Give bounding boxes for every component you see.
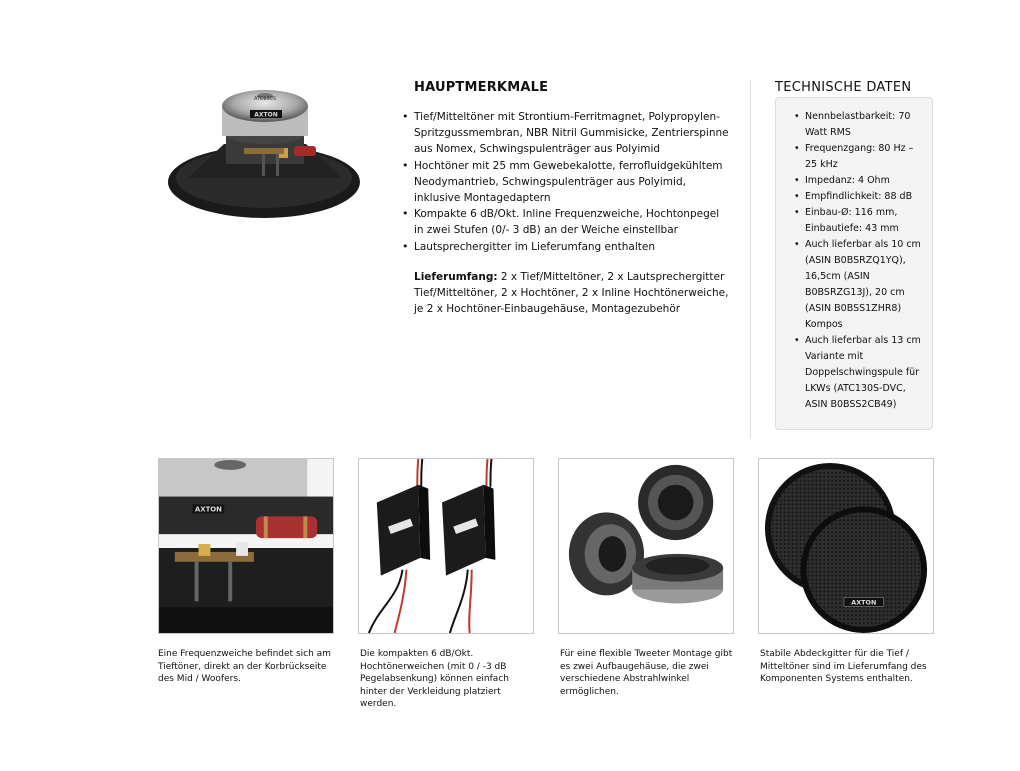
speaker-grilles-image: [759, 459, 933, 633]
features-section: [414, 80, 730, 317]
tech-specs-box: [775, 97, 933, 430]
gallery-tile-inline-crossover[interactable]: [358, 458, 534, 634]
gallery-caption: Die kompakten 6 dB/Okt. Hochtönerweichen (mit 0 / -3 dB Pegelabsenkung) können einfach hinter der Verkleidung platziert werden.: [360, 649, 509, 710]
gallery-caption: Für eine flexible Tweeter Montage gibt es zwei Aufbaugehäuse, die zwei verschiedene Abstrahlwinkel ermöglichen.: [560, 649, 733, 697]
tech-heading: TECHNISCHE DATEN: [775, 80, 912, 95]
spec-item: • Nennbelastbarkeit: 70 Watt RMS: [805, 109, 924, 141]
features-heading: HAUPTMERKMALE: [414, 80, 549, 95]
product-main-image[interactable]: [166, 86, 366, 220]
spec-item: • Empfindlichkeit: 88 dB: [805, 189, 924, 205]
feature-item: • Kompakte 6 dB/Okt. Inline Frequenzweiche, Hochtonpegel in zwei Stufen (0/- 3 dB) an der Weiche einstellbar: [414, 206, 730, 238]
delivery-label: Lieferumfang:: [414, 270, 498, 283]
spec-item: • Frequenzgang: 80 Hz – 25 kHz: [805, 141, 924, 173]
delivery-scope: [414, 269, 730, 318]
gallery-tile-woofer-crossover[interactable]: [158, 458, 334, 634]
gallery-caption: Eine Frequenzweiche befindet sich am Tieftöner, direkt an der Korbrückseite des Mid / Woofers.: [158, 649, 331, 685]
tweeter-housings-image: [559, 459, 733, 633]
features-list: [414, 109, 730, 255]
spec-item: • Auch lieferbar als 13 cm Variante mit Doppelschwingspule für LKWs (ATC130S-DVC, ASIN B0BSS2CB49): [805, 333, 924, 413]
svg-text:AXTON: AXTON: [851, 598, 877, 607]
gallery-tile-speaker-grilles[interactable]: [758, 458, 934, 634]
feature-item: • Hochtöner mit 25 mm Gewebekalotte, ferrofluidgekühltem Neodymantrieb, Schwingspulenträger aus Polyimid, inklusive Montagedaptern: [414, 158, 730, 207]
model-label: ATC130S: [253, 96, 277, 102]
svg-text:AXTON: AXTON: [194, 505, 222, 514]
spec-item: • Impedanz: 4 Ohm: [805, 173, 924, 189]
gallery-caption: Stabile Abdeckgitter für die Tief / Mitteltöner sind im Lieferumfang des Komponenten Systems enthalten.: [760, 649, 927, 685]
column-divider: [750, 80, 751, 438]
feature-item: • Lautsprechergitter im Lieferumfang enthalten: [414, 239, 730, 255]
tech-specs-list: [805, 109, 924, 413]
woofer-rear-crossover-image: [159, 459, 333, 633]
delivery-text: 2 x Tief/Mitteltöner, 2 x Lautsprechergitter Tief/Mitteltöner, 2 x Hochtöner, 2 x Inline Hochtönerweiche, je 2 x Hochtöner-Einbaugehäuse, Montagezubehör: [414, 270, 729, 316]
gallery-tile-tweeter-housings[interactable]: [558, 458, 734, 634]
brand-logo: AXTON: [254, 111, 278, 119]
spec-item: • Einbau-Ø: 116 mm, Einbautiefe: 43 mm: [805, 205, 924, 237]
feature-item: • Tief/Mitteltöner mit Strontium-Ferritmagnet, Polypropylen-Spritzgussmembran, NBR Nitril Gummisicke, Zentrierspinne aus Nomex, Schwingspulenträger aus Polyimid: [414, 109, 730, 158]
spec-item: • Auch lieferbar als 10 cm (ASIN B0BSRZQ1YQ), 16,5cm (ASIN B0BSRZG13J), 20 cm (ASIN B0BSS1ZHR8) Kompos: [805, 237, 924, 333]
inline-crossover-image: [359, 459, 533, 633]
